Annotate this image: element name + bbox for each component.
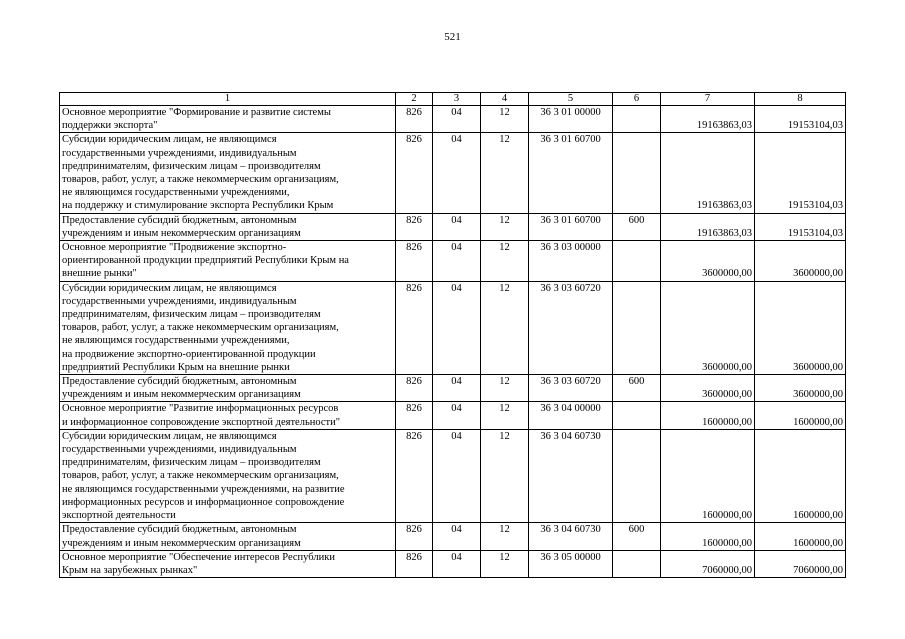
row-code-cell: 826 bbox=[396, 281, 433, 374]
row-subsection-cell: 12 bbox=[481, 213, 529, 240]
row-target-article-cell: 36 3 03 60720 bbox=[529, 375, 613, 402]
table-row bbox=[60, 523, 846, 550]
row-subsection-cell: 12 bbox=[481, 106, 529, 133]
row-amount-1-cell: 3600000,00 bbox=[661, 241, 755, 282]
row-code-cell: 826 bbox=[396, 213, 433, 240]
row-amount-2-cell: 1600000,00 bbox=[755, 523, 846, 550]
row-expense-type-cell bbox=[613, 429, 661, 522]
budget-table bbox=[59, 92, 846, 578]
row-expense-type-cell bbox=[613, 241, 661, 282]
header-cell-7: 7 bbox=[661, 93, 755, 106]
row-target-article-cell: 36 3 01 00000 bbox=[529, 106, 613, 133]
row-amount-1-cell: 3600000,00 bbox=[661, 281, 755, 374]
row-target-article-cell: 36 3 04 60730 bbox=[529, 523, 613, 550]
header-cell-6: 6 bbox=[613, 93, 661, 106]
table-row bbox=[60, 402, 846, 429]
row-section-cell: 04 bbox=[433, 523, 481, 550]
row-amount-1-cell: 1600000,00 bbox=[661, 402, 755, 429]
row-amount-2-cell: 19153104,03 bbox=[755, 213, 846, 240]
row-name-cell: Предоставление субсидий бюджетным, автономным учреждениям и иным некоммерческим организациям bbox=[60, 523, 396, 550]
table-row bbox=[60, 281, 846, 374]
header-cell-4: 4 bbox=[481, 93, 529, 106]
header-cell-3: 3 bbox=[433, 93, 481, 106]
table-row bbox=[60, 375, 846, 402]
row-name-cell: Основное мероприятие "Обеспечение интересов Республики Крым на зарубежных рынках" bbox=[60, 550, 396, 577]
row-code-cell: 826 bbox=[396, 241, 433, 282]
row-name-cell: Основное мероприятие "Продвижение экспортно- ориентированной продукции предприятий Республики Крым на внешние рынки" bbox=[60, 241, 396, 282]
row-amount-2-cell: 1600000,00 bbox=[755, 402, 846, 429]
row-code-cell: 826 bbox=[396, 550, 433, 577]
row-name-cell: Предоставление субсидий бюджетным, автономным учреждениям и иным некоммерческим организациям bbox=[60, 375, 396, 402]
header-cell-8: 8 bbox=[755, 93, 846, 106]
row-amount-2-cell: 3600000,00 bbox=[755, 375, 846, 402]
page-number: 521 bbox=[444, 31, 461, 43]
row-expense-type-cell bbox=[613, 133, 661, 213]
row-subsection-cell: 12 bbox=[481, 133, 529, 213]
row-amount-1-cell: 1600000,00 bbox=[661, 523, 755, 550]
row-code-cell: 826 bbox=[396, 133, 433, 213]
row-subsection-cell: 12 bbox=[481, 550, 529, 577]
table-row bbox=[60, 550, 846, 577]
row-target-article-cell: 36 3 04 60730 bbox=[529, 429, 613, 522]
row-section-cell: 04 bbox=[433, 106, 481, 133]
header-cell-5: 5 bbox=[529, 93, 613, 106]
row-name-cell: Субсидии юридическим лицам, не являющимся государственными учреждениями, индивидуальным предпринимателям, физическим лицам – производителям товаров, работ, услуг, а также некоммерческим организациям, не являющимся государственными учреждениями, на поддержку и стимулирование экспорта Республики Крым bbox=[60, 133, 396, 213]
row-target-article-cell: 36 3 01 60700 bbox=[529, 133, 613, 213]
row-section-cell: 04 bbox=[433, 375, 481, 402]
row-amount-2-cell: 3600000,00 bbox=[755, 241, 846, 282]
row-name-cell: Субсидии юридическим лицам, не являющимся государственными учреждениями, индивидуальным предпринимателям, физическим лицам – производителям товаров, работ, услуг, а также некоммерческим организациям, не являющимся государственными учреждениями, на продвижение экспортно-ориентированной продукции предприятий Республики Крым на внешние рынки bbox=[60, 281, 396, 374]
row-subsection-cell: 12 bbox=[481, 402, 529, 429]
row-expense-type-cell: 600 bbox=[613, 375, 661, 402]
row-amount-2-cell: 7060000,00 bbox=[755, 550, 846, 577]
row-amount-1-cell: 1600000,00 bbox=[661, 429, 755, 522]
row-target-article-cell: 36 3 05 00000 bbox=[529, 550, 613, 577]
row-target-article-cell: 36 3 04 00000 bbox=[529, 402, 613, 429]
row-expense-type-cell: 600 bbox=[613, 523, 661, 550]
row-expense-type-cell bbox=[613, 106, 661, 133]
row-expense-type-cell: 600 bbox=[613, 213, 661, 240]
row-name-cell: Основное мероприятие "Формирование и развитие системы поддержки экспорта" bbox=[60, 106, 396, 133]
row-subsection-cell: 12 bbox=[481, 375, 529, 402]
table-row bbox=[60, 106, 846, 133]
row-target-article-cell: 36 3 03 00000 bbox=[529, 241, 613, 282]
row-target-article-cell: 36 3 01 60700 bbox=[529, 213, 613, 240]
table-body bbox=[60, 93, 846, 578]
row-code-cell: 826 bbox=[396, 523, 433, 550]
row-name-cell: Основное мероприятие "Развитие информационных ресурсов и информационное сопровождение экспортной деятельности" bbox=[60, 402, 396, 429]
header-row bbox=[60, 93, 846, 106]
row-target-article-cell: 36 3 03 60720 bbox=[529, 281, 613, 374]
row-code-cell: 826 bbox=[396, 106, 433, 133]
row-amount-1-cell: 19163863,03 bbox=[661, 213, 755, 240]
table-row bbox=[60, 133, 846, 213]
row-amount-2-cell: 1600000,00 bbox=[755, 429, 846, 522]
row-expense-type-cell bbox=[613, 281, 661, 374]
row-code-cell: 826 bbox=[396, 402, 433, 429]
row-amount-1-cell: 19163863,03 bbox=[661, 106, 755, 133]
row-subsection-cell: 12 bbox=[481, 429, 529, 522]
row-amount-1-cell: 19163863,03 bbox=[661, 133, 755, 213]
row-subsection-cell: 12 bbox=[481, 523, 529, 550]
table-row bbox=[60, 213, 846, 240]
row-section-cell: 04 bbox=[433, 429, 481, 522]
row-amount-1-cell: 7060000,00 bbox=[661, 550, 755, 577]
row-expense-type-cell bbox=[613, 402, 661, 429]
row-amount-1-cell: 3600000,00 bbox=[661, 375, 755, 402]
row-name-cell: Субсидии юридическим лицам, не являющимся государственными учреждениями, индивидуальным предпринимателям, физическим лицам – производителям товаров, работ, услуг, а также некоммерческим организациям, не являющимся государственными учреждениями, на развитие информационных ресурсов и информационное сопровождение экспортной деятельности bbox=[60, 429, 396, 522]
header-cell-2: 2 bbox=[396, 93, 433, 106]
row-expense-type-cell bbox=[613, 550, 661, 577]
table-row bbox=[60, 429, 846, 522]
row-subsection-cell: 12 bbox=[481, 241, 529, 282]
row-code-cell: 826 bbox=[396, 429, 433, 522]
row-subsection-cell: 12 bbox=[481, 281, 529, 374]
header-cell-1: 1 bbox=[60, 93, 396, 106]
row-amount-2-cell: 19153104,03 bbox=[755, 106, 846, 133]
row-amount-2-cell: 3600000,00 bbox=[755, 281, 846, 374]
row-section-cell: 04 bbox=[433, 241, 481, 282]
row-section-cell: 04 bbox=[433, 281, 481, 374]
row-amount-2-cell: 19153104,03 bbox=[755, 133, 846, 213]
row-section-cell: 04 bbox=[433, 402, 481, 429]
row-section-cell: 04 bbox=[433, 213, 481, 240]
row-name-cell: Предоставление субсидий бюджетным, автономным учреждениям и иным некоммерческим организациям bbox=[60, 213, 396, 240]
row-section-cell: 04 bbox=[433, 133, 481, 213]
row-code-cell: 826 bbox=[396, 375, 433, 402]
row-section-cell: 04 bbox=[433, 550, 481, 577]
table-row bbox=[60, 241, 846, 282]
